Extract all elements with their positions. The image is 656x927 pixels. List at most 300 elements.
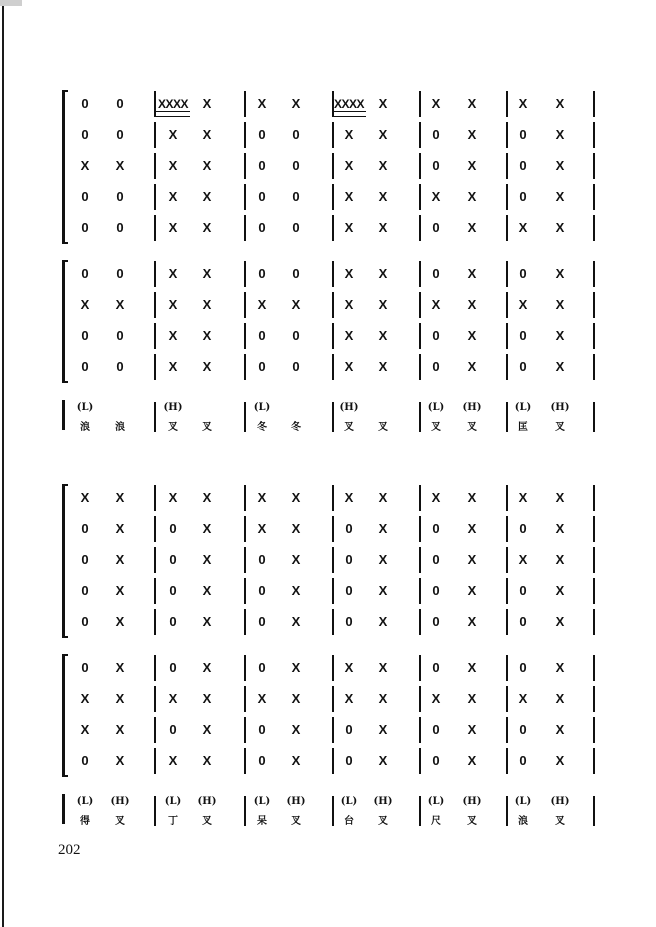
note: X <box>378 359 388 374</box>
note: 0 <box>169 521 177 536</box>
note: X <box>518 552 528 567</box>
note: X <box>555 614 565 629</box>
syllable: 叉 <box>202 816 212 827</box>
bar-line <box>593 292 595 318</box>
syllable: 浪 <box>115 422 125 433</box>
note: X <box>168 127 178 142</box>
bar-line <box>593 215 595 241</box>
bar-line <box>506 261 508 287</box>
note: X <box>467 127 477 142</box>
note: 0 <box>432 753 440 768</box>
staff-row <box>60 94 600 114</box>
note: X <box>555 753 565 768</box>
bar-line <box>332 354 334 380</box>
part-label: (H) <box>462 402 482 413</box>
note: X <box>115 521 125 536</box>
bar-line <box>419 485 421 511</box>
bracket-hook-top <box>62 654 68 656</box>
note: 0 <box>519 660 527 675</box>
staff-row <box>60 658 600 678</box>
bar-line <box>506 292 508 318</box>
note: 0 <box>81 552 89 567</box>
bar-line <box>593 578 595 604</box>
note: X <box>467 521 477 536</box>
note: 0 <box>258 266 266 281</box>
bar-line <box>506 717 508 743</box>
bar-line <box>419 184 421 210</box>
bar-line <box>154 516 156 542</box>
note: X <box>555 691 565 706</box>
note: X <box>555 359 565 374</box>
note: 0 <box>432 660 440 675</box>
note: X <box>378 614 388 629</box>
note: X <box>202 220 212 235</box>
syllable: 叉 <box>291 816 301 827</box>
bar-line <box>332 547 334 573</box>
note: X <box>115 552 125 567</box>
note: 0 <box>519 158 527 173</box>
note: X <box>202 127 212 142</box>
note: 0 <box>432 266 440 281</box>
part-label: (H) <box>462 796 482 807</box>
bar-line <box>419 215 421 241</box>
bar-line <box>332 655 334 681</box>
note: 0 <box>258 220 266 235</box>
note: 0 <box>169 722 177 737</box>
staff-group <box>60 264 600 379</box>
note: 0 <box>116 127 124 142</box>
note: 0 <box>519 266 527 281</box>
staff-row <box>60 550 600 570</box>
note: X <box>467 660 477 675</box>
bar-line <box>332 796 334 826</box>
vocal-bracket <box>62 794 65 824</box>
note: 0 <box>519 521 527 536</box>
note: X <box>291 753 301 768</box>
part-label: (H) <box>339 402 359 413</box>
note: X <box>518 220 528 235</box>
bar-line <box>244 609 246 635</box>
bar-line <box>419 354 421 380</box>
bracket-hook-bottom <box>62 381 68 383</box>
bar-line <box>244 153 246 179</box>
note: X <box>555 521 565 536</box>
note: X <box>431 691 441 706</box>
syllable: 叉 <box>431 422 441 433</box>
note: X <box>344 266 354 281</box>
note: 0 <box>258 583 266 598</box>
note: 0 <box>258 328 266 343</box>
note: X <box>467 328 477 343</box>
staff-row <box>60 326 600 346</box>
note: 0 <box>81 521 89 536</box>
staff-row <box>60 519 600 539</box>
part-label: (H) <box>163 402 183 413</box>
note: X <box>378 220 388 235</box>
bar-line <box>244 402 246 432</box>
note: X <box>202 552 212 567</box>
staff-group <box>60 94 600 240</box>
part-label: (L) <box>514 796 532 807</box>
note: X <box>115 490 125 505</box>
note: 0 <box>519 189 527 204</box>
bar-line <box>593 153 595 179</box>
note: X <box>378 583 388 598</box>
bar-line <box>154 354 156 380</box>
note: X <box>115 753 125 768</box>
bar-line <box>244 122 246 148</box>
note: X <box>467 753 477 768</box>
note: 0 <box>432 722 440 737</box>
bar-line <box>506 402 508 432</box>
note: X <box>257 490 267 505</box>
note: X <box>467 96 477 111</box>
note: 0 <box>519 753 527 768</box>
note: 0 <box>116 189 124 204</box>
note: X <box>378 96 388 111</box>
note: X <box>555 552 565 567</box>
bar-line <box>332 578 334 604</box>
part-label: (L) <box>340 796 358 807</box>
note: X <box>115 691 125 706</box>
score-system <box>60 94 600 440</box>
bar-line <box>332 717 334 743</box>
bar-line <box>593 717 595 743</box>
bar-line <box>593 122 595 148</box>
note: X <box>555 189 565 204</box>
bar-line <box>593 655 595 681</box>
note: X <box>344 297 354 312</box>
part-label: (L) <box>76 796 94 807</box>
part-label: (L) <box>253 796 271 807</box>
bar-line <box>593 91 595 117</box>
note: 0 <box>432 328 440 343</box>
note: 0 <box>258 753 266 768</box>
bar-line <box>593 323 595 349</box>
note: X <box>518 96 528 111</box>
note: X <box>344 490 354 505</box>
note: X <box>202 521 212 536</box>
bar-line <box>593 261 595 287</box>
bar-line <box>154 578 156 604</box>
note: X <box>555 96 565 111</box>
note: 0 <box>432 614 440 629</box>
bar-line <box>332 609 334 635</box>
bar-line <box>332 516 334 542</box>
note: X <box>202 359 212 374</box>
note: 0 <box>432 583 440 598</box>
note: X <box>378 266 388 281</box>
bar-line <box>593 796 595 826</box>
note: X <box>168 189 178 204</box>
staff-row <box>60 751 600 771</box>
note: X <box>168 359 178 374</box>
bar-line <box>244 261 246 287</box>
bar-line <box>154 261 156 287</box>
bar-line <box>506 153 508 179</box>
bracket-hook-top <box>62 260 68 262</box>
note: X <box>291 583 301 598</box>
part-label: (L) <box>253 402 271 413</box>
part-label: (L) <box>164 796 182 807</box>
bar-line <box>506 686 508 712</box>
note: X <box>555 158 565 173</box>
bar-line <box>244 292 246 318</box>
syllable: 叉 <box>467 816 477 827</box>
note: X <box>291 297 301 312</box>
note: 0 <box>81 359 89 374</box>
note: X <box>467 220 477 235</box>
note: 0 <box>432 158 440 173</box>
bar-line <box>593 516 595 542</box>
note: 0 <box>81 220 89 235</box>
note: 0 <box>258 359 266 374</box>
note: X <box>344 220 354 235</box>
note: 0 <box>345 583 353 598</box>
note: X <box>467 189 477 204</box>
staff-group <box>60 658 600 773</box>
bar-line <box>419 292 421 318</box>
score-system <box>60 488 600 834</box>
note: 0 <box>116 266 124 281</box>
part-label: (H) <box>550 402 570 413</box>
note: X <box>115 583 125 598</box>
page-number: 202 <box>58 842 81 858</box>
bar-line <box>244 323 246 349</box>
note: 0 <box>81 96 89 111</box>
syllable: 叉 <box>115 816 125 827</box>
bar-line <box>244 655 246 681</box>
note: X <box>168 490 178 505</box>
note: X <box>202 96 212 111</box>
bar-line <box>419 153 421 179</box>
note: 0 <box>292 158 300 173</box>
bar-line <box>154 655 156 681</box>
staff-row <box>60 488 600 508</box>
note: X <box>555 490 565 505</box>
note: 0 <box>81 614 89 629</box>
staff-row <box>60 125 600 145</box>
note: 0 <box>258 722 266 737</box>
bracket-hook-top <box>62 484 68 486</box>
bar-line <box>332 686 334 712</box>
note: X <box>467 158 477 173</box>
note: X <box>467 691 477 706</box>
bar-line <box>506 485 508 511</box>
note: X <box>202 660 212 675</box>
part-label: (H) <box>110 796 130 807</box>
bar-line <box>419 402 421 432</box>
note: 0 <box>292 328 300 343</box>
bar-line <box>332 184 334 210</box>
note: 0 <box>345 614 353 629</box>
note: X <box>555 127 565 142</box>
vocal-row <box>60 794 600 834</box>
note: X <box>168 158 178 173</box>
vocal-bracket <box>62 400 65 430</box>
bar-line <box>506 122 508 148</box>
staff-group <box>60 488 600 634</box>
bar-line <box>244 91 246 117</box>
syllable: 叉 <box>467 422 477 433</box>
note: 0 <box>292 220 300 235</box>
note: X <box>378 691 388 706</box>
note: 0 <box>169 614 177 629</box>
bar-line <box>154 485 156 511</box>
note: X <box>555 328 565 343</box>
bar-line <box>419 748 421 774</box>
bar-line <box>154 547 156 573</box>
note: X <box>202 753 212 768</box>
bar-line <box>419 547 421 573</box>
note: X <box>431 96 441 111</box>
note: 0 <box>258 158 266 173</box>
bar-line <box>154 184 156 210</box>
bar-line <box>332 402 334 432</box>
note: 0 <box>81 583 89 598</box>
bar-line <box>506 655 508 681</box>
note: X <box>431 490 441 505</box>
double-underline <box>332 111 366 117</box>
bar-line <box>154 292 156 318</box>
bar-line <box>419 516 421 542</box>
note: 0 <box>81 127 89 142</box>
note: X <box>291 722 301 737</box>
note: 0 <box>432 552 440 567</box>
bar-line <box>332 292 334 318</box>
note: 0 <box>169 552 177 567</box>
page-left-edge-rule <box>2 0 4 927</box>
note: X <box>257 521 267 536</box>
syllable: 得 <box>80 816 90 827</box>
note: X <box>202 490 212 505</box>
bar-line <box>419 717 421 743</box>
bracket-hook-top <box>62 90 68 92</box>
bar-line <box>244 748 246 774</box>
note: X <box>378 297 388 312</box>
note: X <box>344 189 354 204</box>
note: X <box>80 297 90 312</box>
bar-line <box>332 485 334 511</box>
scan-corner-mark <box>0 0 22 6</box>
note: 0 <box>519 359 527 374</box>
bar-line <box>332 748 334 774</box>
note: 0 <box>258 189 266 204</box>
note: 0 <box>81 189 89 204</box>
bar-line <box>506 215 508 241</box>
note: X <box>467 297 477 312</box>
note: X <box>202 297 212 312</box>
note: X <box>344 328 354 343</box>
note: X <box>291 660 301 675</box>
bar-line <box>332 122 334 148</box>
note-group: XXXX <box>157 97 188 111</box>
bar-line <box>244 354 246 380</box>
note: X <box>168 753 178 768</box>
note: X <box>80 691 90 706</box>
bar-line <box>506 323 508 349</box>
note: X <box>378 552 388 567</box>
note: X <box>344 691 354 706</box>
note: X <box>344 158 354 173</box>
note: X <box>378 521 388 536</box>
note: 0 <box>258 552 266 567</box>
bar-line <box>244 184 246 210</box>
double-underline <box>156 111 190 117</box>
note: X <box>202 328 212 343</box>
note: X <box>80 722 90 737</box>
bar-line <box>506 91 508 117</box>
bar-line <box>593 184 595 210</box>
note: X <box>168 266 178 281</box>
note: X <box>467 722 477 737</box>
bar-line <box>506 354 508 380</box>
bar-line <box>154 748 156 774</box>
note: X <box>555 660 565 675</box>
vocal-row <box>60 400 600 440</box>
note: X <box>378 189 388 204</box>
note: X <box>291 490 301 505</box>
note: X <box>431 189 441 204</box>
bar-line <box>506 609 508 635</box>
staff-row <box>60 720 600 740</box>
note: X <box>378 127 388 142</box>
bar-line <box>154 717 156 743</box>
note: 0 <box>345 521 353 536</box>
bar-line <box>506 578 508 604</box>
syllable: 呆 <box>257 816 267 827</box>
bar-line <box>593 354 595 380</box>
bar-line <box>154 402 156 432</box>
note: X <box>202 691 212 706</box>
note-group: XXXX <box>333 97 364 111</box>
note: 0 <box>345 753 353 768</box>
bracket-hook-bottom <box>62 242 68 244</box>
note: X <box>80 158 90 173</box>
note: X <box>344 359 354 374</box>
note: 0 <box>519 328 527 343</box>
note: 0 <box>292 266 300 281</box>
bar-line <box>593 402 595 432</box>
note: 0 <box>519 583 527 598</box>
staff-row <box>60 295 600 315</box>
note: 0 <box>116 359 124 374</box>
syllable: 叉 <box>168 422 178 433</box>
syllable: 叉 <box>378 422 388 433</box>
bar-line <box>154 609 156 635</box>
note: X <box>344 660 354 675</box>
bracket-hook-bottom <box>62 775 68 777</box>
note: 0 <box>432 359 440 374</box>
note: X <box>291 521 301 536</box>
syllable: 台 <box>344 816 354 827</box>
note: X <box>431 297 441 312</box>
note: 0 <box>292 127 300 142</box>
note: 0 <box>81 660 89 675</box>
syllable: 叉 <box>344 422 354 433</box>
bar-line <box>506 748 508 774</box>
note: X <box>378 753 388 768</box>
note: 0 <box>519 614 527 629</box>
note: X <box>257 297 267 312</box>
note: 0 <box>292 189 300 204</box>
bar-line <box>244 686 246 712</box>
note: 0 <box>519 722 527 737</box>
bar-line <box>419 655 421 681</box>
bar-line <box>244 717 246 743</box>
bar-line <box>154 215 156 241</box>
note: 0 <box>116 220 124 235</box>
